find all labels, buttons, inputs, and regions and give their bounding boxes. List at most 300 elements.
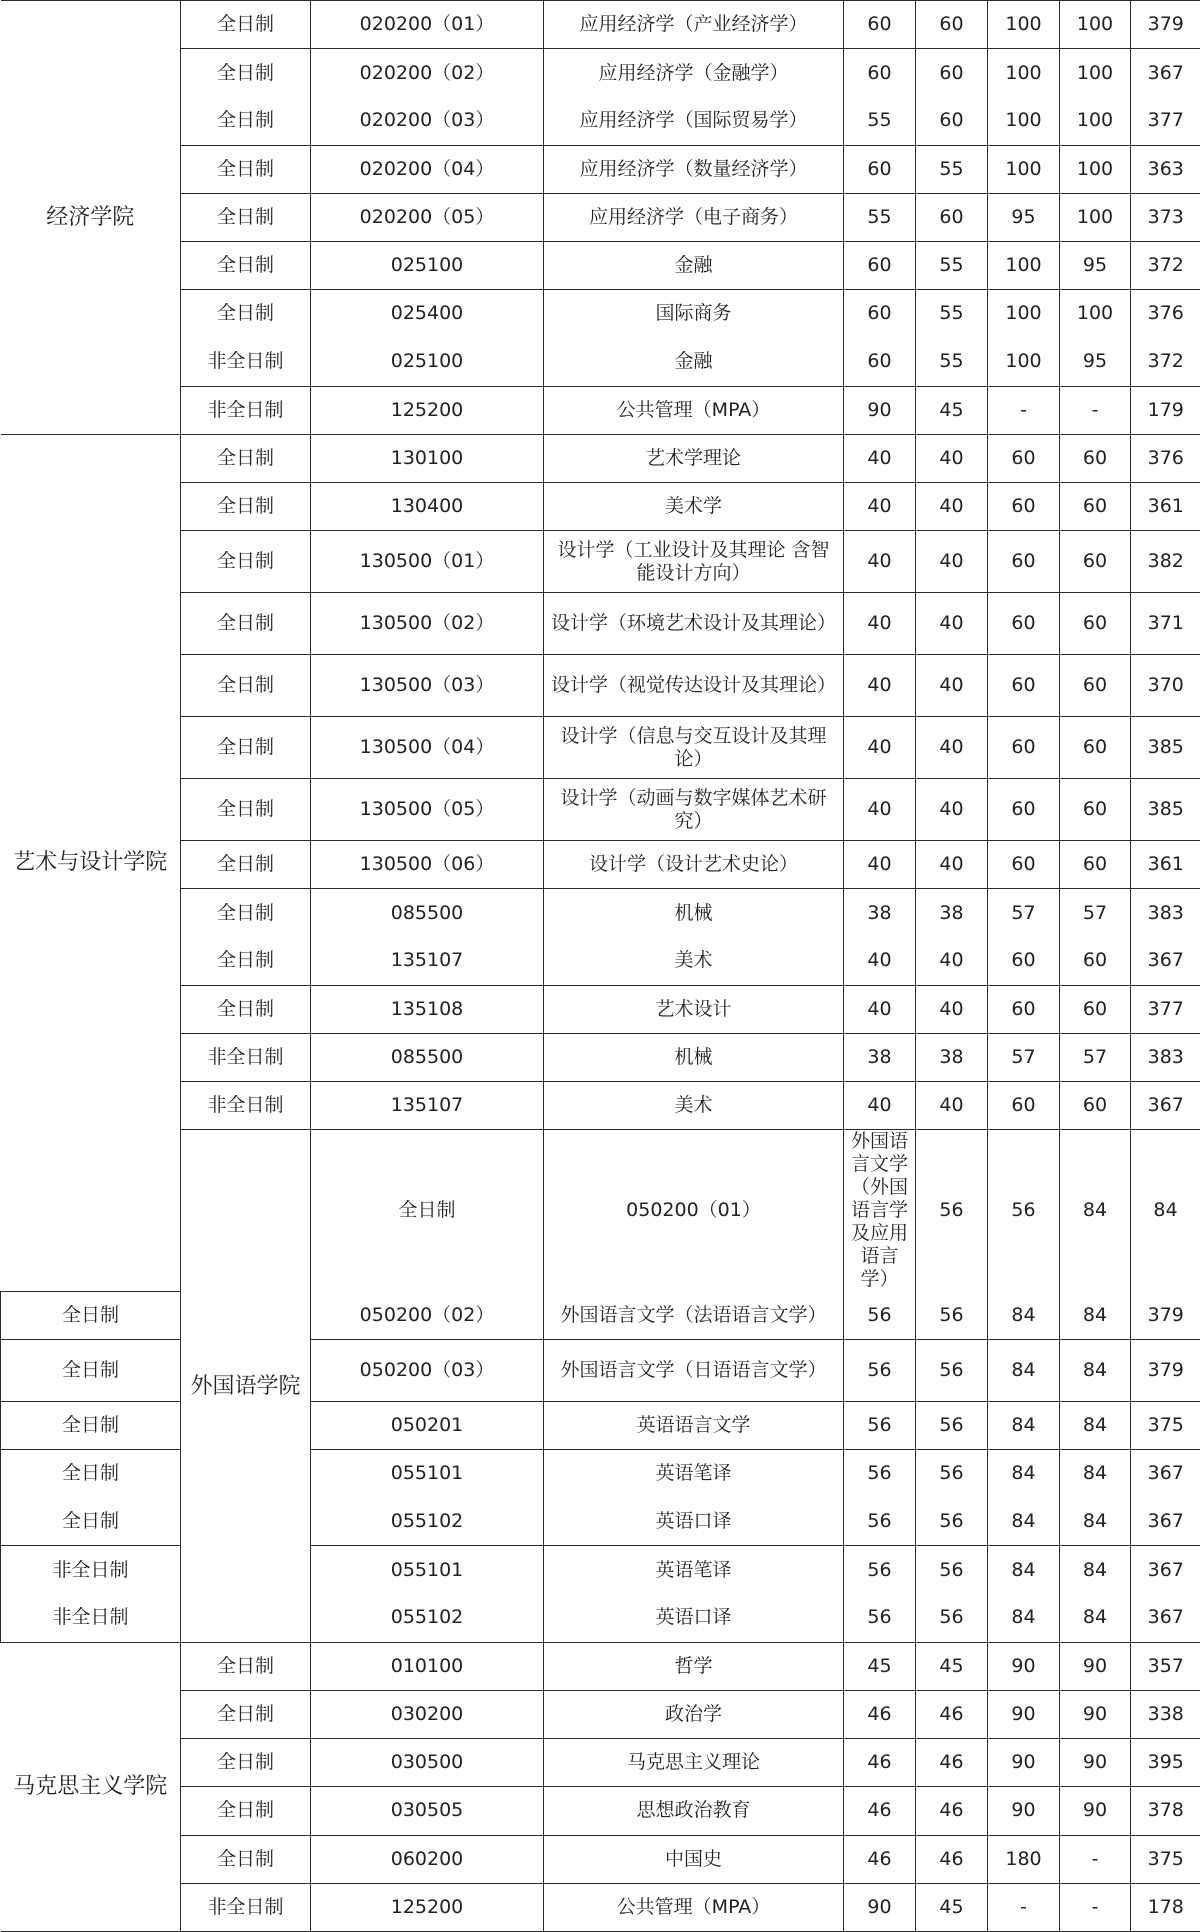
score2-cell: 40: [916, 717, 988, 779]
study-mode-cell: 全日制: [1, 1401, 181, 1449]
major-cell: 国际商务: [544, 290, 844, 338]
major-cell: 英语笔译: [544, 1546, 844, 1594]
total-score-cell: 363: [1131, 145, 1200, 193]
score2-cell: 45: [916, 1883, 988, 1931]
code-cell: 055102: [311, 1594, 544, 1642]
score1-cell: 55: [844, 97, 916, 145]
major-cell: 政治学: [544, 1691, 844, 1739]
study-mode-cell: 非全日制: [181, 1082, 311, 1130]
college-cell: 外国语学院: [181, 1130, 311, 1643]
major-cell: 应用经济学（金融学）: [544, 49, 844, 97]
study-mode-cell: 全日制: [181, 145, 311, 193]
score1-cell: 90: [844, 386, 916, 434]
code-cell: 030200: [311, 1691, 544, 1739]
code-cell: 020200（04）: [311, 145, 544, 193]
score1-cell: 40: [844, 434, 916, 482]
major-cell: 英语口译: [544, 1594, 844, 1642]
code-cell: 050200（01）: [544, 1130, 844, 1292]
study-mode-cell: 全日制: [181, 779, 311, 841]
score1-cell: 60: [844, 49, 916, 97]
table-row: [1, 338, 1200, 386]
score4-cell: 90: [1060, 1691, 1131, 1739]
score4-cell: 90: [1060, 1642, 1131, 1690]
score3-cell: 100: [988, 290, 1060, 338]
score2-cell: 56: [916, 1546, 988, 1594]
score1-cell: 46: [844, 1835, 916, 1883]
score4-cell: 60: [1060, 985, 1131, 1033]
score3-cell: 84: [1060, 1130, 1131, 1292]
score3-cell: 180: [988, 1835, 1060, 1883]
table-row: [1, 241, 1200, 289]
study-mode-cell: 非全日制: [181, 1883, 311, 1931]
major-cell: 艺术学理论: [544, 434, 844, 482]
table-row: [1, 193, 1200, 241]
total-score-cell: 395: [1131, 1739, 1200, 1787]
score1-cell: 46: [844, 1691, 916, 1739]
score4-cell: 60: [1060, 841, 1131, 889]
score2-cell: 40: [916, 985, 988, 1033]
score4-cell: 60: [1060, 593, 1131, 655]
score3-cell: 100: [988, 97, 1060, 145]
major-cell: 外国语言文学（法语语言文学）: [544, 1291, 844, 1339]
table-row: [1, 290, 1200, 338]
table-row: [1, 1082, 1200, 1130]
score3-cell: 60: [988, 1082, 1060, 1130]
score1-cell: 55: [844, 193, 916, 241]
code-cell: 130500（01）: [311, 531, 544, 593]
code-cell: 060200: [311, 1835, 544, 1883]
table-row: [1, 434, 1200, 482]
study-mode-cell: 全日制: [181, 1691, 311, 1739]
score3-cell: 90: [988, 1739, 1060, 1787]
score4-cell: 95: [1060, 338, 1131, 386]
study-mode-cell: 非全日制: [181, 338, 311, 386]
total-score-cell: 367: [1131, 49, 1200, 97]
total-score-cell: 178: [1131, 1883, 1200, 1931]
total-score-cell: 377: [1131, 97, 1200, 145]
total-score-cell: 367: [1131, 1450, 1200, 1498]
score1-cell: 60: [844, 338, 916, 386]
total-score-cell: 367: [1131, 1498, 1200, 1546]
score1-cell: 60: [844, 290, 916, 338]
score1-cell: 40: [844, 985, 916, 1033]
score2-cell: 55: [916, 145, 988, 193]
total-score-cell: 385: [1131, 779, 1200, 841]
score1-cell: 40: [844, 1082, 916, 1130]
study-mode-cell: 全日制: [181, 655, 311, 717]
score2-cell: 46: [916, 1691, 988, 1739]
score3-cell: 60: [988, 593, 1060, 655]
table-row: [1, 531, 1200, 593]
score3-cell: 60: [988, 655, 1060, 717]
total-score-cell: 361: [1131, 841, 1200, 889]
major-cell: 设计学（工业设计及其理论 含智能设计方向）: [544, 531, 844, 593]
total-score-cell: 378: [1131, 1787, 1200, 1835]
study-mode-cell: 全日制: [181, 1642, 311, 1690]
major-cell: 英语口译: [544, 1498, 844, 1546]
table-row: [1, 145, 1200, 193]
score3-cell: 84: [988, 1594, 1060, 1642]
total-score-cell: 385: [1131, 717, 1200, 779]
code-cell: 125200: [311, 386, 544, 434]
total-score-cell: 367: [1131, 1082, 1200, 1130]
score2-cell: 40: [916, 1082, 988, 1130]
total-score-cell: 338: [1131, 1691, 1200, 1739]
score2-cell: 40: [916, 937, 988, 985]
score3-cell: 84: [988, 1450, 1060, 1498]
score2-cell: 38: [916, 1033, 988, 1081]
table-row: [1, 841, 1200, 889]
score4-cell: 100: [1060, 1, 1131, 49]
code-cell: 130500（05）: [311, 779, 544, 841]
table-row: [1, 1642, 1200, 1690]
major-cell: 设计学（信息与交互设计及其理论）: [544, 717, 844, 779]
score2-cell: 55: [916, 338, 988, 386]
total-score-cell: 382: [1131, 531, 1200, 593]
score2-cell: 38: [916, 889, 988, 937]
code-cell: 050200（03）: [311, 1339, 544, 1401]
score4-cell: 60: [1060, 1082, 1131, 1130]
score3-cell: 84: [988, 1546, 1060, 1594]
score4-cell: 84: [1060, 1546, 1131, 1594]
score3-cell: 100: [988, 145, 1060, 193]
study-mode-cell: 全日制: [181, 889, 311, 937]
total-score-cell: 361: [1131, 482, 1200, 530]
score4-cell: 100: [1060, 145, 1131, 193]
major-cell: 公共管理（MPA）: [544, 1883, 844, 1931]
major-cell: 中国史: [544, 1835, 844, 1883]
score4-cell: 84: [1131, 1130, 1200, 1292]
study-mode-cell: 全日制: [181, 290, 311, 338]
table-row: [1, 717, 1200, 779]
score2-cell: 40: [916, 434, 988, 482]
total-score-cell: 379: [1131, 1339, 1200, 1401]
major-cell: 设计学（设计艺术史论）: [544, 841, 844, 889]
score4-cell: 100: [1060, 193, 1131, 241]
table-row: [1, 1594, 1200, 1642]
score1-cell: 56: [844, 1339, 916, 1401]
total-score-cell: 367: [1131, 1594, 1200, 1642]
score1-cell: 56: [844, 1594, 916, 1642]
score3-cell: 60: [988, 937, 1060, 985]
total-score-cell: 372: [1131, 338, 1200, 386]
major-cell: 美术: [544, 937, 844, 985]
score4-cell: 84: [1060, 1450, 1131, 1498]
total-score-cell: 373: [1131, 193, 1200, 241]
major-cell: 设计学（环境艺术设计及其理论）: [544, 593, 844, 655]
table-row: [1, 1, 1200, 49]
score2-cell: 40: [916, 531, 988, 593]
total-score-cell: 383: [1131, 1033, 1200, 1081]
study-mode-cell: 全日制: [181, 841, 311, 889]
score2-cell: 56: [916, 1339, 988, 1401]
study-mode-cell: 全日制: [311, 1130, 544, 1292]
major-cell: 应用经济学（数量经济学）: [544, 145, 844, 193]
major-cell: 机械: [544, 1033, 844, 1081]
score4-cell: 90: [1060, 1739, 1131, 1787]
code-cell: 020200（03）: [311, 97, 544, 145]
score1-cell: 56: [844, 1546, 916, 1594]
code-cell: 055101: [311, 1546, 544, 1594]
major-cell: 外国语言文学（外国语言学及应用语言学）: [844, 1130, 916, 1292]
score2-cell: 60: [916, 49, 988, 97]
score1-cell: 38: [844, 889, 916, 937]
major-cell: 公共管理（MPA）: [544, 386, 844, 434]
table-row: [1, 1691, 1200, 1739]
code-cell: 130400: [311, 482, 544, 530]
college-cell: 经济学院: [1, 1, 181, 435]
score4-cell: 90: [1060, 1787, 1131, 1835]
table-row: [1, 985, 1200, 1033]
code-cell: 135108: [311, 985, 544, 1033]
major-cell: 应用经济学（产业经济学）: [544, 1, 844, 49]
table-body: [1, 1, 1200, 1932]
score3-cell: 95: [988, 193, 1060, 241]
score3-cell: 60: [988, 841, 1060, 889]
score4-cell: -: [1060, 1835, 1131, 1883]
score1-cell: 40: [844, 593, 916, 655]
code-cell: 130500（06）: [311, 841, 544, 889]
score3-cell: 60: [988, 779, 1060, 841]
score3-cell: 100: [988, 1, 1060, 49]
score4-cell: 84: [1060, 1498, 1131, 1546]
score1-cell: 56: [844, 1291, 916, 1339]
score2-cell: 60: [916, 193, 988, 241]
code-cell: 085500: [311, 1033, 544, 1081]
major-cell: 应用经济学（国际贸易学）: [544, 97, 844, 145]
score4-cell: 60: [1060, 779, 1131, 841]
study-mode-cell: 全日制: [181, 985, 311, 1033]
score1-cell: 60: [844, 145, 916, 193]
study-mode-cell: 全日制: [181, 193, 311, 241]
score3-cell: 90: [988, 1691, 1060, 1739]
total-score-cell: 379: [1131, 1291, 1200, 1339]
table-row: [1, 1498, 1200, 1546]
code-cell: 055102: [311, 1498, 544, 1546]
score2-cell: 56: [916, 1401, 988, 1449]
score2-cell: 46: [916, 1739, 988, 1787]
score4-cell: 100: [1060, 290, 1131, 338]
total-score-cell: 377: [1131, 985, 1200, 1033]
score4-cell: 95: [1060, 241, 1131, 289]
score1-cell: 38: [844, 1033, 916, 1081]
total-score-cell: 371: [1131, 593, 1200, 655]
score3-cell: 60: [988, 717, 1060, 779]
major-cell: 设计学（视觉传达设计及其理论）: [544, 655, 844, 717]
code-cell: 020200（02）: [311, 49, 544, 97]
study-mode-cell: 全日制: [181, 717, 311, 779]
table-row: [1, 1883, 1200, 1931]
major-cell: 思想政治教育: [544, 1787, 844, 1835]
study-mode-cell: 非全日制: [1, 1546, 181, 1594]
code-cell: 130100: [311, 434, 544, 482]
score2-cell: 45: [916, 1642, 988, 1690]
score1-cell: 40: [844, 937, 916, 985]
major-cell: 应用经济学（电子商务）: [544, 193, 844, 241]
score3-cell: 90: [988, 1642, 1060, 1690]
table-row: [1, 593, 1200, 655]
score1-cell: 56: [844, 1450, 916, 1498]
study-mode-cell: 全日制: [181, 1787, 311, 1835]
score4-cell: 60: [1060, 482, 1131, 530]
table-row: [1, 1787, 1200, 1835]
score4-cell: 57: [1060, 889, 1131, 937]
code-cell: 050200（02）: [311, 1291, 544, 1339]
score1-cell: 56: [916, 1130, 988, 1292]
code-cell: 020200（05）: [311, 193, 544, 241]
score2-cell: 40: [916, 841, 988, 889]
table-row: [1, 1339, 1200, 1401]
code-cell: 020200（01）: [311, 1, 544, 49]
code-cell: 135107: [311, 1082, 544, 1130]
total-score-cell: 357: [1131, 1642, 1200, 1690]
code-cell: 130500（04）: [311, 717, 544, 779]
score1-cell: 40: [844, 531, 916, 593]
score1-cell: 60: [844, 241, 916, 289]
major-cell: 英语笔译: [544, 1450, 844, 1498]
code-cell: 030500: [311, 1739, 544, 1787]
major-cell: 马克思主义理论: [544, 1739, 844, 1787]
college-cell: 艺术与设计学院: [1, 434, 181, 1291]
score3-cell: 90: [988, 1787, 1060, 1835]
score1-cell: 90: [844, 1883, 916, 1931]
table-row: [1, 1739, 1200, 1787]
study-mode-cell: 全日制: [181, 97, 311, 145]
table-row: [1, 937, 1200, 985]
score3-cell: 100: [988, 241, 1060, 289]
score4-cell: 60: [1060, 655, 1131, 717]
study-mode-cell: 全日制: [181, 593, 311, 655]
study-mode-cell: 全日制: [181, 49, 311, 97]
score3-cell: 60: [988, 985, 1060, 1033]
score2-cell: 40: [916, 593, 988, 655]
major-cell: 哲学: [544, 1642, 844, 1690]
score1-cell: 40: [844, 655, 916, 717]
score3-cell: 84: [988, 1498, 1060, 1546]
score3-cell: 84: [988, 1291, 1060, 1339]
score1-cell: 40: [844, 779, 916, 841]
score2-cell: 56: [916, 1291, 988, 1339]
study-mode-cell: 全日制: [1, 1291, 181, 1339]
table-row: [1, 49, 1200, 97]
score4-cell: -: [1060, 1883, 1131, 1931]
total-score-cell: 375: [1131, 1835, 1200, 1883]
score2-cell: 46: [916, 1787, 988, 1835]
total-score-cell: 367: [1131, 937, 1200, 985]
code-cell: 030505: [311, 1787, 544, 1835]
major-cell: 英语语言文学: [544, 1401, 844, 1449]
score4-cell: 60: [1060, 434, 1131, 482]
table-row: [1, 779, 1200, 841]
score2-cell: 56: [916, 1450, 988, 1498]
score3-cell: 84: [988, 1401, 1060, 1449]
code-cell: 135107: [311, 937, 544, 985]
total-score-cell: 376: [1131, 290, 1200, 338]
study-mode-cell: 非全日制: [181, 386, 311, 434]
study-mode-cell: 全日制: [181, 1835, 311, 1883]
score4-cell: 57: [1060, 1033, 1131, 1081]
score4-cell: 84: [1060, 1339, 1131, 1401]
table-row: [1, 97, 1200, 145]
score3-cell: 60: [988, 531, 1060, 593]
score3-cell: -: [988, 386, 1060, 434]
score3-cell: 57: [988, 889, 1060, 937]
major-cell: 机械: [544, 889, 844, 937]
score2-cell: 40: [916, 655, 988, 717]
score2-cell: 60: [916, 1, 988, 49]
score4-cell: 100: [1060, 97, 1131, 145]
score4-cell: 84: [1060, 1401, 1131, 1449]
study-mode-cell: 全日制: [181, 1, 311, 49]
code-cell: 130500（02）: [311, 593, 544, 655]
major-cell: 美术学: [544, 482, 844, 530]
study-mode-cell: 全日制: [181, 1739, 311, 1787]
total-score-cell: 375: [1131, 1401, 1200, 1449]
college-cell: 马克思主义学院: [1, 1642, 181, 1931]
study-mode-cell: 全日制: [1, 1339, 181, 1401]
score1-cell: 40: [844, 717, 916, 779]
code-cell: 125200: [311, 1883, 544, 1931]
major-cell: 美术: [544, 1082, 844, 1130]
code-cell: 025100: [311, 241, 544, 289]
total-score-cell: 376: [1131, 434, 1200, 482]
score2-cell: 40: [916, 482, 988, 530]
score2-cell: 56: [916, 1498, 988, 1546]
study-mode-cell: 全日制: [181, 434, 311, 482]
study-mode-cell: 全日制: [181, 241, 311, 289]
code-cell: 025400: [311, 290, 544, 338]
score3-cell: 57: [988, 1033, 1060, 1081]
code-cell: 055101: [311, 1450, 544, 1498]
score1-cell: 56: [844, 1498, 916, 1546]
table-row: [1, 482, 1200, 530]
study-mode-cell: 非全日制: [181, 1033, 311, 1081]
code-cell: 010100: [311, 1642, 544, 1690]
score4-cell: 60: [1060, 717, 1131, 779]
score4-cell: 100: [1060, 49, 1131, 97]
major-cell: 金融: [544, 338, 844, 386]
score2-cell: 56: [988, 1130, 1060, 1292]
score4-cell: 60: [1060, 937, 1131, 985]
major-cell: 艺术设计: [544, 985, 844, 1033]
score1-cell: 40: [844, 841, 916, 889]
code-cell: 025100: [311, 338, 544, 386]
study-mode-cell: 全日制: [181, 482, 311, 530]
study-mode-cell: 非全日制: [1, 1594, 181, 1642]
major-cell: 外国语言文学（日语语言文学）: [544, 1339, 844, 1401]
score4-cell: 60: [1060, 531, 1131, 593]
score3-cell: 100: [988, 49, 1060, 97]
table-row: [1, 1546, 1200, 1594]
table-row: [1, 1033, 1200, 1081]
table-row: [1, 1401, 1200, 1449]
code-cell: 050201: [311, 1401, 544, 1449]
table-row: [1, 889, 1200, 937]
score3-cell: 84: [988, 1339, 1060, 1401]
score2-cell: 46: [916, 1835, 988, 1883]
study-mode-cell: 全日制: [181, 531, 311, 593]
score1-cell: 46: [844, 1739, 916, 1787]
total-score-cell: 367: [1131, 1546, 1200, 1594]
score1-cell: 40: [844, 482, 916, 530]
score2-cell: 55: [916, 241, 988, 289]
score2-cell: 55: [916, 290, 988, 338]
score2-cell: 56: [916, 1594, 988, 1642]
table-row: [1, 1291, 1200, 1339]
code-cell: 085500: [311, 889, 544, 937]
table-row: [1, 655, 1200, 717]
score3-cell: 60: [988, 482, 1060, 530]
